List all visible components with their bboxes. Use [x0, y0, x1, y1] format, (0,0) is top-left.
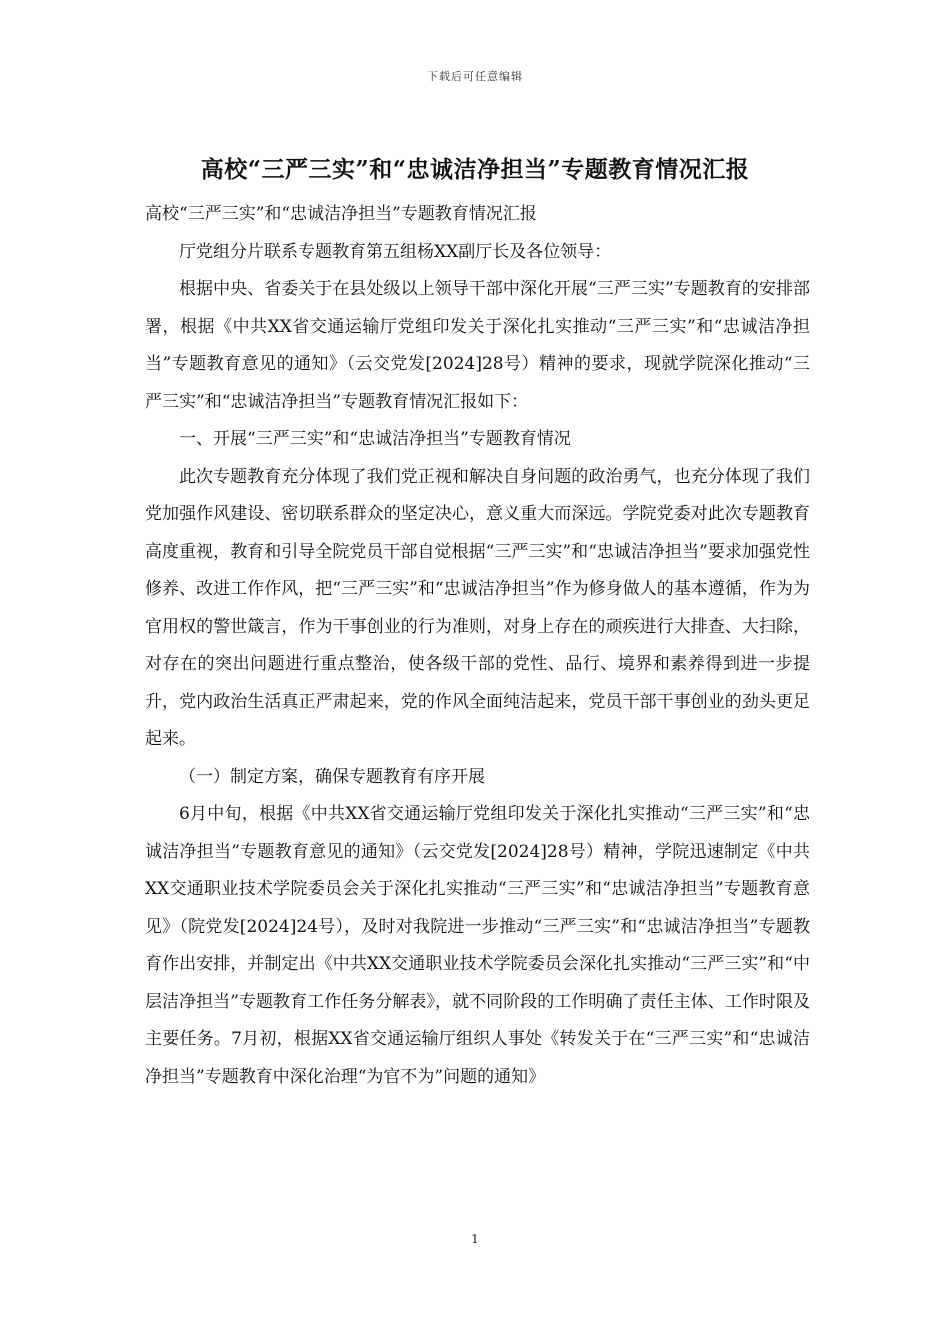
header-note: 下载后可任意编辑	[427, 70, 523, 83]
body-paragraph-subtitle: 高校“三严三实”和“忠诚洁净担当”专题教育情况汇报	[145, 204, 537, 224]
body-paragraph-overview: 此次专题教育充分体现了我们党正视和解决自身问题的政治勇气，也充分体现了我们党加强作风建设、密切联系群众的坚定决心，意义重大而深远。学院党委对此次专题教育高度重视，教育和引导全院党员干部自觉根据“三严三实”和“忠诚洁净担当”要求加强党性修养、改进工作作风，把“三严三实”和“忠诚洁净担当”作为修身做人的基本遵循，作为为官用权的警世箴言，作为干事创业的行为准则，对身上存在的顽疾进行大排查、大扫除，对存在的突出问题进行重点整治，使各级干部的党性、品行、境界和素养得到进一步提升，党内政治生活真正严肃起来，党的作风全面纯洁起来，党员干部干事创业的劲头更足起来。	[145, 466, 810, 749]
subsection-heading-1: （一）制定方案，确保专题教育有序开展	[179, 766, 485, 787]
document-title: 高校“三严三实”和“忠诚洁净担当”专题教育情况汇报	[200, 156, 750, 183]
document-body	[145, 196, 810, 1096]
body-paragraph-plan: 6月中旬，根据《中共XX省交通运输厅党组印发关于深化扎实推动“三严三实”和“忠诚洁净担当”专题教育意见的通知》（云交党发[2024]28号）精神，学院迅速制定《中共XX交通职业技术学院委员会关于深化扎实推动“三严三实”和“忠诚洁净担当”专题教育意见》（院党发[2024]24号），及时对我院进一步推动“三严三实”和“忠诚洁净担当”专题教育作出安排，并制定出《中共XX交通职业技术学院委员会深化扎实推动“三严三实”和“中层洁净担当”专题教育工作任务分解表》，就不同阶段的工作明确了责任主体、工作时限及主要任务。7月初，根据XX省交通运输厅组织人事处《转发关于在“三严三实”和“忠诚洁净担当”专题教育中深化治理“为官不为”问题的通知》	[145, 804, 810, 1087]
body-paragraph-intro: 根据中央、省委关于在县处级以上领导干部中深化开展“三严三实”专题教育的安排部署，根据《中共XX省交通运输厅党组印发关于深化扎实推动“三严三实”和“忠诚洁净担当”专题教育意见的通知》（云交党发[2024]28号）精神的要求，现就学院深化推动“三严三实”和“忠诚洁净担当”专题教育情况汇报如下：	[145, 279, 810, 412]
page-number: 1	[471, 1232, 479, 1246]
section-heading-1: 一、开展“三严三实”和“忠诚洁净担当”专题教育情况	[179, 429, 571, 449]
body-paragraph-salutation: 厅党组分片联系专题教育第五组杨XX副厅长及各位领导：	[179, 241, 612, 262]
